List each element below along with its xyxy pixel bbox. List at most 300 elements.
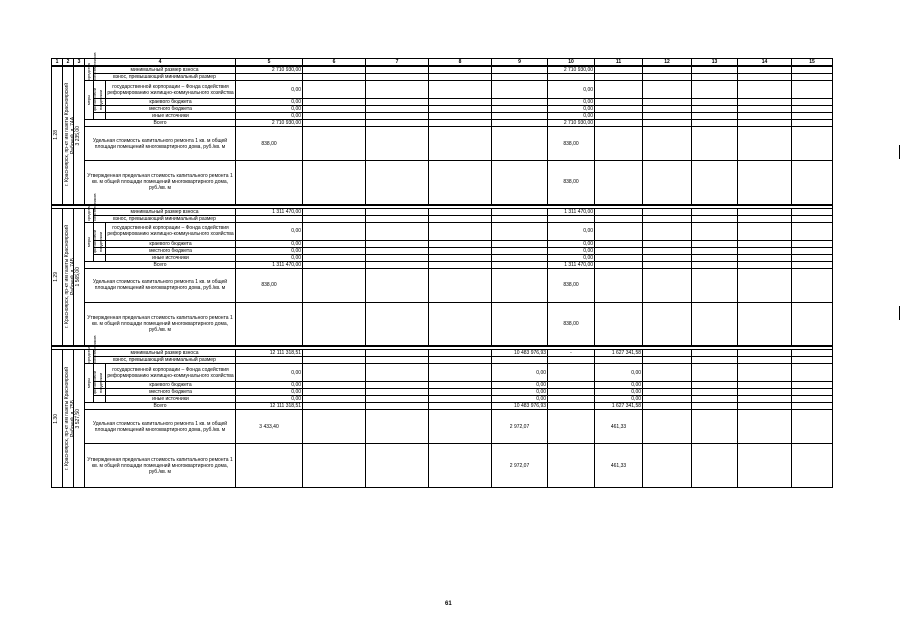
value-cell: 0,00 [548, 99, 595, 106]
value-cell [692, 410, 738, 444]
value-cell: 838,00 [236, 127, 303, 161]
value-cell [643, 120, 692, 127]
value-cell: 1 311 470,00 [236, 261, 303, 268]
value-cell [738, 389, 792, 396]
value-cell [548, 364, 595, 382]
header-cell: 14 [738, 59, 792, 67]
value-cell [429, 208, 492, 215]
value-cell [738, 268, 792, 302]
value-cell [492, 261, 548, 268]
value-cell [548, 396, 595, 403]
value-cell [595, 215, 643, 222]
value-cell [366, 215, 429, 222]
value-cell [692, 261, 738, 268]
value-cell [692, 215, 738, 222]
value-cell [429, 222, 492, 240]
header-row [52, 59, 833, 67]
value-cell [692, 99, 738, 106]
value-cell: 10 483 976,93 [492, 403, 548, 410]
value-cell [792, 444, 833, 488]
value-cell [643, 382, 692, 389]
owners-funds-label: средства собственников [86, 335, 97, 363]
value-cell [429, 81, 492, 99]
value-cell [643, 302, 692, 346]
value-cell [595, 240, 643, 247]
value-cell [643, 215, 692, 222]
value-cell [303, 66, 366, 74]
value-cell [643, 268, 692, 302]
value-cell [692, 127, 738, 161]
row-label: иные источники [106, 113, 236, 120]
value-cell: 1 311 470,00 [548, 261, 595, 268]
value-cell [548, 382, 595, 389]
row-label: Удельная стоимость капитального ремонта 1 кв. м общей площади помещений многоквартирного дома, руб./кв. м [85, 127, 236, 161]
value-cell [595, 81, 643, 99]
value-cell [303, 364, 366, 382]
value-cell [738, 410, 792, 444]
value-cell [366, 120, 429, 127]
value-cell [366, 113, 429, 120]
value-cell [429, 364, 492, 382]
value-cell [366, 161, 429, 205]
value-cell [692, 208, 738, 215]
row-label: взнос, превышающий минимальный размер [94, 215, 236, 222]
value-cell [366, 350, 429, 357]
value-cell [492, 254, 548, 261]
value-cell [595, 254, 643, 261]
value-cell [643, 444, 692, 488]
value-cell: 838,00 [548, 302, 595, 346]
value-cell [492, 127, 548, 161]
value-cell: 0,00 [236, 389, 303, 396]
value-cell [792, 215, 833, 222]
building-address: г. Красноярск, пр-кт им газеты Красноярский Рабочий, д. 74А [64, 83, 76, 187]
value-cell [692, 389, 738, 396]
value-cell: 461,33 [595, 410, 643, 444]
header-cell: 7 [366, 59, 429, 67]
value-cell [303, 403, 366, 410]
owners-funds-label: средства собственников [86, 52, 97, 80]
owners-funds-cell [85, 52, 97, 81]
value-cell: 0,00 [548, 106, 595, 113]
value-cell [738, 444, 792, 488]
table-row [52, 113, 833, 120]
value-cell [429, 382, 492, 389]
value-cell [738, 357, 792, 364]
value-cell: 0,00 [548, 254, 595, 261]
value-cell [429, 254, 492, 261]
value-cell [303, 247, 366, 254]
value-cell: 838,00 [548, 127, 595, 161]
value-cell [692, 222, 738, 240]
value-cell [236, 444, 303, 488]
value-cell [692, 382, 738, 389]
value-cell [643, 99, 692, 106]
value-cell [366, 106, 429, 113]
value-cell: 0,00 [595, 396, 643, 403]
value-cell [792, 396, 833, 403]
value-cell [429, 350, 492, 357]
value-cell [792, 81, 833, 99]
value-cell [366, 357, 429, 364]
value-cell [303, 74, 366, 81]
value-cell [643, 389, 692, 396]
value-cell [303, 106, 366, 113]
value-cell [366, 254, 429, 261]
value-cell [366, 208, 429, 215]
value-cell [429, 215, 492, 222]
value-cell: 0,00 [492, 382, 548, 389]
value-cell [738, 247, 792, 254]
table-row [52, 66, 833, 74]
value-cell [692, 364, 738, 382]
value-cell [792, 247, 833, 254]
owners-funds-cell [85, 193, 97, 222]
value-cell: 3 433,40 [236, 410, 303, 444]
value-cell [492, 268, 548, 302]
value-cell: 10 483 976,93 [492, 350, 548, 357]
value-cell [492, 120, 548, 127]
value-cell: 1 311 470,00 [548, 208, 595, 215]
value-cell [429, 247, 492, 254]
row-label: Всего [85, 403, 236, 410]
value-cell [595, 222, 643, 240]
value-cell [303, 261, 366, 268]
value-cell [492, 81, 548, 99]
value-cell: 12 111 318,51 [236, 403, 303, 410]
value-cell: 0,00 [492, 364, 548, 382]
value-cell [366, 403, 429, 410]
row-label: минимальный размер взноса [94, 66, 236, 74]
row-label: государственной корпорации – Фонда содействия реформированию жилищно-коммунального хозяйства [106, 222, 236, 240]
value-cell [738, 208, 792, 215]
value-cell: 0,00 [236, 247, 303, 254]
value-cell [643, 254, 692, 261]
table-row [52, 396, 833, 403]
value-cell [429, 396, 492, 403]
value-cell [792, 208, 833, 215]
value-cell [738, 396, 792, 403]
value-cell: 838,00 [236, 268, 303, 302]
value-cell [595, 247, 643, 254]
value-cell [366, 74, 429, 81]
value-cell: 0,00 [595, 382, 643, 389]
value-cell [792, 113, 833, 120]
row-label: иные источники [106, 254, 236, 261]
value-cell [738, 350, 792, 357]
value-cell [595, 113, 643, 120]
header-cell: 3 [74, 59, 85, 67]
row-label: иные источники [106, 396, 236, 403]
building-area: 3 527,50 [75, 408, 81, 429]
row-label: Удельная стоимость капитального ремонта 1 кв. м общей площади помещений многоквартирного дома, руб./кв. м [85, 268, 236, 302]
value-cell: 0,00 [236, 99, 303, 106]
value-cell [303, 215, 366, 222]
value-cell [429, 66, 492, 74]
table-row [52, 81, 833, 99]
header-cell: 8 [429, 59, 492, 67]
value-cell [429, 268, 492, 302]
table-row [52, 382, 833, 389]
header-cell: 2 [63, 59, 74, 67]
value-cell [548, 357, 595, 364]
block-number-cell [52, 208, 63, 346]
row-label: государственной корпорации – Фонда содействия реформированию жилищно-коммунального хозяйства [106, 81, 236, 99]
row-label: Всего [85, 120, 236, 127]
value-cell: 0,00 [236, 240, 303, 247]
header-cell: 15 [792, 59, 833, 67]
value-cell [738, 222, 792, 240]
table-row [52, 99, 833, 106]
value-cell [303, 99, 366, 106]
table-row [52, 240, 833, 247]
value-cell [366, 240, 429, 247]
value-cell: 0,00 [548, 222, 595, 240]
table-row [52, 350, 833, 357]
value-cell: 0,00 [236, 382, 303, 389]
value-cell [595, 106, 643, 113]
value-cell [366, 222, 429, 240]
value-cell [492, 74, 548, 81]
value-cell: 0,00 [236, 254, 303, 261]
value-cell [492, 247, 548, 254]
value-cell [738, 382, 792, 389]
value-cell [366, 127, 429, 161]
value-cell [429, 302, 492, 346]
table-row [52, 268, 833, 302]
value-cell [548, 389, 595, 396]
value-cell [692, 254, 738, 261]
value-cell [595, 161, 643, 205]
value-cell [236, 215, 303, 222]
value-cell [792, 99, 833, 106]
table-row [52, 120, 833, 127]
value-cell [303, 208, 366, 215]
value-cell [236, 357, 303, 364]
value-cell [366, 99, 429, 106]
header-cell: 10 [548, 59, 595, 67]
value-cell [595, 127, 643, 161]
value-cell [303, 240, 366, 247]
value-cell [692, 106, 738, 113]
value-cell [738, 74, 792, 81]
value-cell: 0,00 [492, 396, 548, 403]
table-row [52, 222, 833, 240]
value-cell [366, 302, 429, 346]
value-cell [643, 81, 692, 99]
value-cell [548, 74, 595, 81]
value-cell [792, 382, 833, 389]
value-cell [595, 120, 643, 127]
value-cell [548, 215, 595, 222]
value-cell [738, 66, 792, 74]
value-cell [366, 444, 429, 488]
row-label: государственной корпорации – Фонда содействия реформированию жилищно-коммунального хозяйства [106, 364, 236, 382]
value-cell: 0,00 [236, 81, 303, 99]
value-cell: 0,00 [548, 113, 595, 120]
value-cell [792, 120, 833, 127]
value-cell: 0,00 [595, 389, 643, 396]
value-cell [303, 268, 366, 302]
value-cell: 0,00 [236, 106, 303, 113]
row-label: взнос, превышающий минимальный размер [94, 74, 236, 81]
block-number: 1.29 [53, 271, 59, 282]
value-cell: 0,00 [236, 396, 303, 403]
value-cell [692, 120, 738, 127]
value-cell [429, 240, 492, 247]
block-number: 1.28 [53, 130, 59, 141]
value-cell [643, 261, 692, 268]
value-cell [792, 410, 833, 444]
value-cell: 461,33 [595, 444, 643, 488]
value-cell [548, 403, 595, 410]
value-cell [692, 74, 738, 81]
value-cell [792, 389, 833, 396]
value-cell [303, 127, 366, 161]
value-cell [643, 161, 692, 205]
block-number-cell [52, 350, 63, 488]
row-label: краевого бюджета [106, 240, 236, 247]
value-cell [492, 161, 548, 205]
value-cell [303, 254, 366, 261]
value-cell [236, 74, 303, 81]
value-cell [738, 302, 792, 346]
value-cell [738, 215, 792, 222]
value-cell: 2 972,07 [492, 410, 548, 444]
table-row [52, 208, 833, 215]
value-cell [492, 113, 548, 120]
value-cell [366, 410, 429, 444]
value-cell: 2 710 930,00 [236, 120, 303, 127]
table-row [52, 410, 833, 444]
value-cell [692, 444, 738, 488]
building-address: г. Красноярск, пр-кт им газеты Красноярский Рабочий, д. 75Б [64, 367, 76, 470]
row-label: минимальный размер взноса [94, 208, 236, 215]
value-cell: 0,00 [595, 364, 643, 382]
address-cell [63, 350, 74, 488]
value-cell: 0,00 [236, 222, 303, 240]
header-cell: 12 [643, 59, 692, 67]
value-cell [643, 350, 692, 357]
value-cell [792, 350, 833, 357]
support-label: меры финансовой поддержки [86, 371, 103, 395]
value-cell [595, 357, 643, 364]
value-cell [548, 444, 595, 488]
value-cell [429, 106, 492, 113]
row-label: Утвержденная предельная стоимость капитального ремонта 1 кв. м общей площади помещений многоквартирного дома, руб./кв. м [85, 161, 236, 205]
value-cell [429, 113, 492, 120]
value-cell: 1 627 341,58 [595, 403, 643, 410]
value-cell [236, 302, 303, 346]
value-cell [692, 350, 738, 357]
value-cell [366, 66, 429, 74]
value-cell [303, 222, 366, 240]
value-cell [792, 66, 833, 74]
value-cell [792, 357, 833, 364]
value-cell [692, 396, 738, 403]
table-row [52, 127, 833, 161]
capital-repair-table [51, 52, 833, 488]
row-label: Удельная стоимость капитального ремонта 1 кв. м общей площади помещений многоквартирного дома, руб./кв. м [85, 410, 236, 444]
value-cell [643, 357, 692, 364]
margin-mark [899, 306, 900, 320]
value-cell [738, 106, 792, 113]
value-cell [595, 74, 643, 81]
value-cell [643, 127, 692, 161]
value-cell [429, 127, 492, 161]
value-cell [643, 113, 692, 120]
table-row [52, 357, 833, 364]
value-cell [643, 403, 692, 410]
value-cell [492, 215, 548, 222]
value-cell [792, 240, 833, 247]
value-cell [643, 364, 692, 382]
value-cell: 0,00 [492, 389, 548, 396]
page-number: 61 [445, 601, 452, 607]
value-cell: 2 710 930,00 [236, 66, 303, 74]
value-cell [303, 161, 366, 205]
value-cell [738, 240, 792, 247]
value-cell [303, 410, 366, 444]
table-row [52, 444, 833, 488]
value-cell [692, 240, 738, 247]
value-cell [792, 222, 833, 240]
value-cell [738, 254, 792, 261]
value-cell [429, 403, 492, 410]
support-cell [85, 364, 103, 403]
support-cell [85, 222, 103, 261]
value-cell [595, 268, 643, 302]
value-cell: 2 710 930,00 [548, 66, 595, 74]
building-area: 3 235,00 [75, 125, 81, 145]
value-cell [303, 350, 366, 357]
table-row [52, 106, 833, 113]
value-cell [792, 302, 833, 346]
value-cell [738, 81, 792, 99]
value-cell [429, 389, 492, 396]
value-cell [492, 222, 548, 240]
value-cell [595, 99, 643, 106]
owners-funds-label: средства собственников [86, 193, 97, 221]
row-label: краевого бюджета [106, 382, 236, 389]
value-cell [692, 403, 738, 410]
table-row [52, 364, 833, 382]
value-cell [792, 161, 833, 205]
value-cell [303, 444, 366, 488]
support-cell [85, 81, 103, 120]
value-cell: 0,00 [236, 364, 303, 382]
value-cell: 0,00 [236, 113, 303, 120]
margin-mark [899, 145, 900, 159]
value-cell [792, 403, 833, 410]
value-cell [429, 99, 492, 106]
row-label: местного бюджета [106, 389, 236, 396]
value-cell [738, 403, 792, 410]
value-cell [692, 247, 738, 254]
value-cell [792, 261, 833, 268]
value-cell [738, 261, 792, 268]
row-label: Всего [85, 261, 236, 268]
value-cell: 1 627 341,58 [595, 350, 643, 357]
header-cell: 6 [303, 59, 366, 67]
value-cell [792, 254, 833, 261]
value-cell [692, 66, 738, 74]
value-cell: 838,00 [548, 268, 595, 302]
value-cell: 2 972,07 [492, 444, 548, 488]
header-cell: 5 [236, 59, 303, 67]
header-cell: 4 [85, 59, 236, 67]
building-area: 1 565,00 [75, 267, 81, 287]
